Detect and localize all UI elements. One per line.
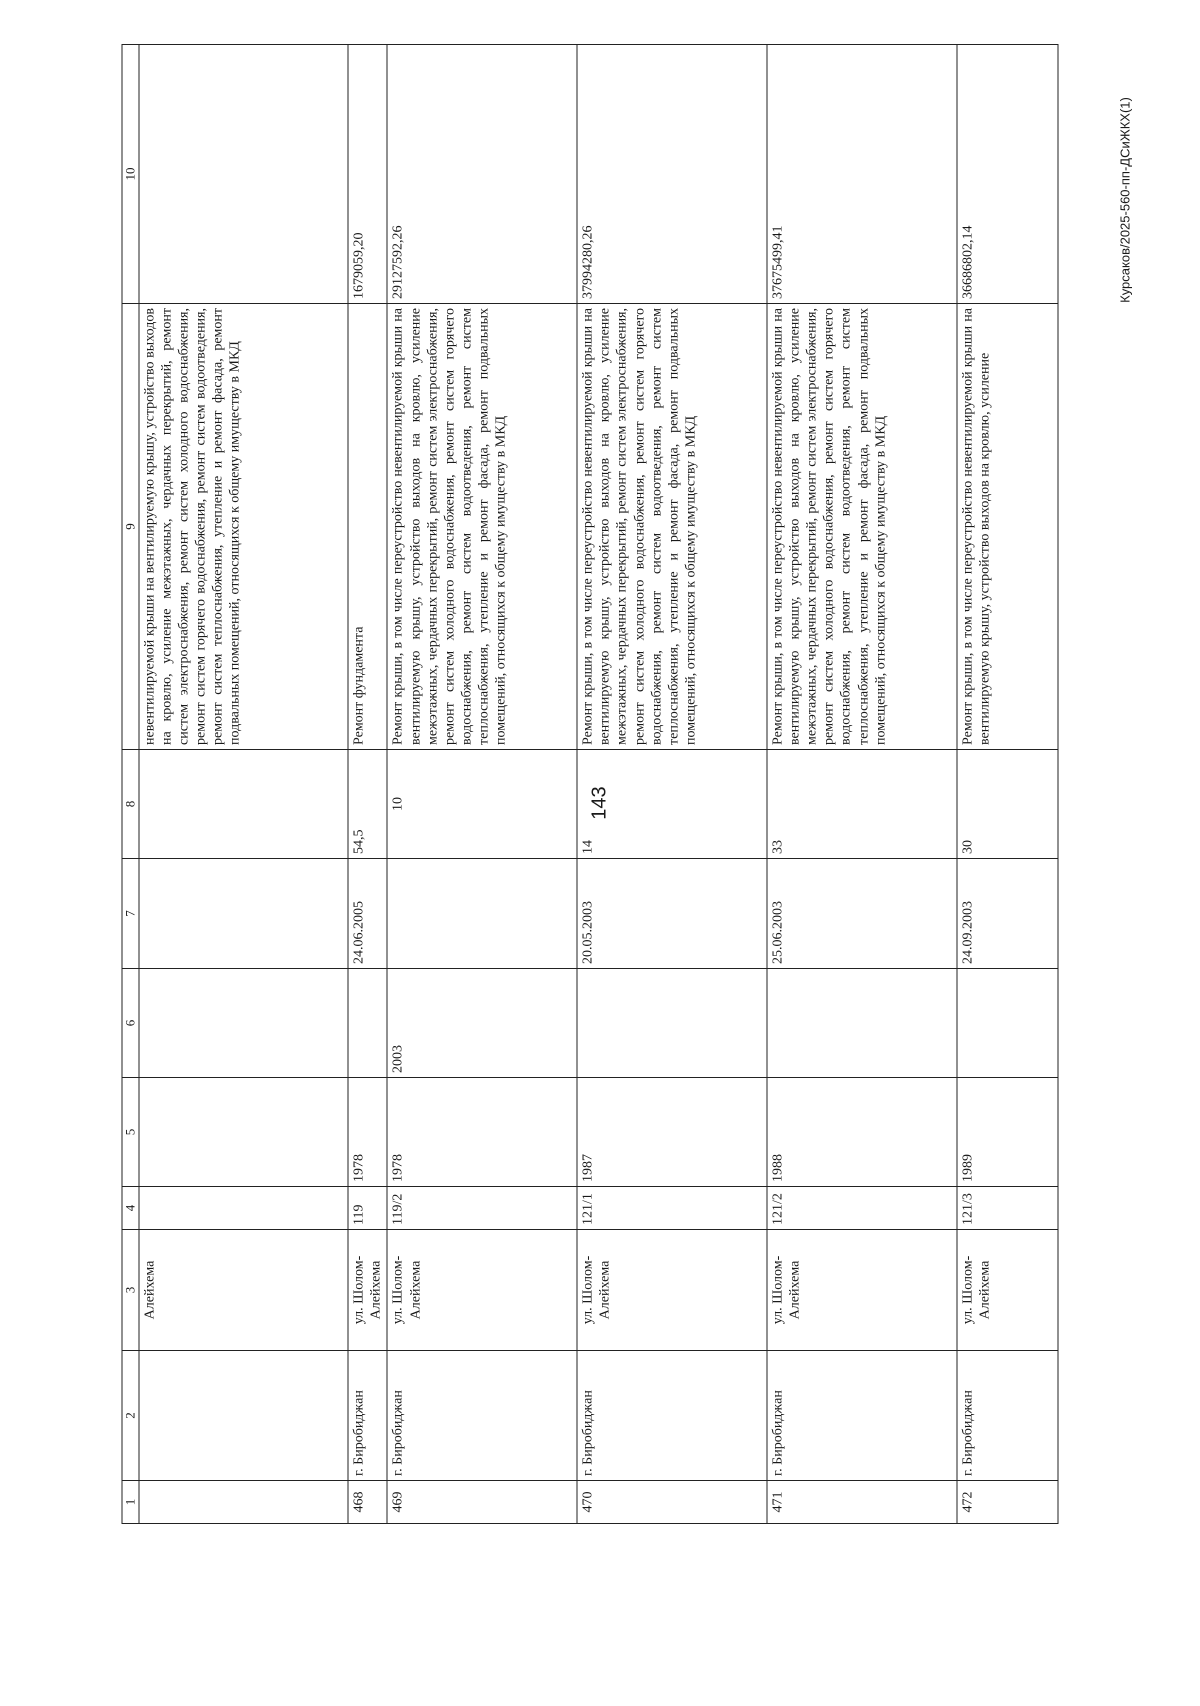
cost-cell: 36686802,14 (956, 45, 1057, 304)
year-built-cell: 1978 (347, 1078, 387, 1187)
column-header: 6 (122, 969, 139, 1078)
house-cell: 121/3 (956, 1187, 1057, 1230)
city-cell: г. Биробиджан (387, 1351, 577, 1481)
year-cell (347, 969, 387, 1078)
work-description-cell: Ремонт крыши, в том числе переустройство невентилируемой крыши на вентилируемую крышу, устройство выходов на кровлю, усиление межэтажных, чердачных перекрытий, ремонт систем электроснабжения, ремонт систем холодного водоснабжения, ремонт систем горячего водоснабжения, ремонт систем водоотведения, ремонт систем теплоснабжения, утепление и ремонт фасада, ремонт подвальных помещений, относящихся к общему имуществу в МКД (767, 304, 957, 750)
column-header: 4 (122, 1187, 139, 1230)
table-row-continuation (138, 45, 347, 1524)
row-number-cell: 470 (577, 1481, 767, 1524)
capital-repair-table (121, 44, 1058, 1524)
table-row (577, 45, 767, 1524)
value-cell (138, 750, 347, 859)
date-cell (138, 859, 347, 969)
date-cell: 20.05.2003 (577, 859, 767, 969)
year-built-cell: 1987 (577, 1078, 767, 1187)
work-description-cell: Ремонт крыши, в том числе переустройство невентилируемой крыши на вентилируемую крышу, устройство выходов на кровлю, усиление межэтажных, чердачных перекрытий, ремонт систем электроснабжения, ремонт систем холодного водоснабжения, ремонт систем горячего водоснабжения, ремонт систем водоотведения, ремонт систем теплоснабжения, утепление и ремонт фасада, ремонт подвальных помещений, относящихся к общему имуществу в МКД (577, 304, 767, 750)
work-description-cell: невентилируемой крыши на вентилируемую крышу, устройство выходов на кровлю, усиление межэтажных, чердачных перекрытий, ремонт систем электроснабжения, ремонт систем холодного водоснабжения, ремонт систем горячего водоснабжения, ремонт систем водоотведения, ремонт систем теплоснабжения, утепление и ремонт фасада, ремонт подвальных помещений, относящихся к общему имуществу в МКД (138, 304, 347, 750)
work-description-cell: Ремонт фундамента (347, 304, 387, 750)
work-description-cell: Ремонт крыши, в том числе переустройство невентилируемой крыши на вентилируемую крышу, устройство выходов на кровлю, усиление (956, 304, 1057, 750)
year-cell: 2003 (387, 969, 577, 1078)
city-cell: г. Биробиджан (767, 1351, 957, 1481)
header-row (122, 45, 139, 1524)
house-cell: 119 (347, 1187, 387, 1230)
cost-cell: 37994280,26 (577, 45, 767, 304)
value-cell: 30 (956, 750, 1057, 859)
table-row (767, 45, 957, 1524)
date-cell: 24.06.2005 (347, 859, 387, 969)
city-cell (138, 1351, 347, 1481)
row-number-cell: 471 (767, 1481, 957, 1524)
year-built-cell (138, 1078, 347, 1187)
year-built-cell: 1988 (767, 1078, 957, 1187)
house-cell: 121/2 (767, 1187, 957, 1230)
row-number-cell: 472 (956, 1481, 1057, 1524)
cost-cell: 29127592,26 (387, 45, 577, 304)
year-cell (956, 969, 1057, 1078)
table-row (387, 45, 577, 1524)
street-cell: ул. Шолом-Алейхема (347, 1230, 387, 1351)
column-header: 1 (122, 1481, 139, 1524)
street-cell: ул. Шолом-Алейхема (767, 1230, 957, 1351)
page-number: 143 (588, 786, 611, 820)
street-cell: ул. Шолом-Алейхема (956, 1230, 1057, 1351)
column-header: 8 (122, 750, 139, 859)
table-row (956, 45, 1057, 1524)
date-cell (387, 859, 577, 969)
city-cell: г. Биробиджан (956, 1351, 1057, 1481)
city-cell: г. Биробиджан (577, 1351, 767, 1481)
document-code: Курсаков/2025-560-пп-ДСиЖКХ(1) (1117, 97, 1133, 303)
row-number-cell: 469 (387, 1481, 577, 1524)
rotated-table-container (121, 45, 1058, 1524)
house-cell: 121/1 (577, 1187, 767, 1230)
column-header: 10 (122, 45, 139, 304)
column-header: 7 (122, 859, 139, 969)
year-cell (767, 969, 957, 1078)
column-header: 5 (122, 1078, 139, 1187)
row-number-cell (138, 1481, 347, 1524)
value-cell: 54,5 (347, 750, 387, 859)
cost-cell (138, 45, 347, 304)
date-cell: 24.09.2003 (956, 859, 1057, 969)
date-cell: 25.06.2003 (767, 859, 957, 969)
house-cell: 119/2 (387, 1187, 577, 1230)
work-description-cell: Ремонт крыши, в том числе переустройство невентилируемой крыши на вентилируемую крышу, устройство выходов на кровлю, усиление межэтажных, чердачных перекрытий, ремонт систем электроснабжения, ремонт систем холодного водоснабжения, ремонт систем горячего водоснабжения, ремонт систем водоотведения, ремонт систем теплоснабжения, утепление и ремонт фасада, ремонт подвальных помещений, относящихся к общему имуществу в МКД (387, 304, 577, 750)
column-header: 3 (122, 1230, 139, 1351)
city-cell: г. Биробиджан (347, 1351, 387, 1481)
year-built-cell: 1978 (387, 1078, 577, 1187)
street-cell: Алейхема (138, 1230, 347, 1351)
value-cell: 33 (767, 750, 957, 859)
year-cell (577, 969, 767, 1078)
house-cell (138, 1187, 347, 1230)
value-cell: 10 (387, 750, 577, 859)
street-cell: ул. Шолом-Алейхема (577, 1230, 767, 1351)
cost-cell: 1679059,20 (347, 45, 387, 304)
year-built-cell: 1989 (956, 1078, 1057, 1187)
table-row (347, 45, 387, 1524)
value-cell: 14 (577, 750, 767, 859)
year-cell (138, 969, 347, 1078)
column-header: 9 (122, 304, 139, 750)
row-number-cell: 468 (347, 1481, 387, 1524)
street-cell: ул. Шолом-Алейхема (387, 1230, 577, 1351)
column-header: 2 (122, 1351, 139, 1481)
cost-cell: 37675499,41 (767, 45, 957, 304)
